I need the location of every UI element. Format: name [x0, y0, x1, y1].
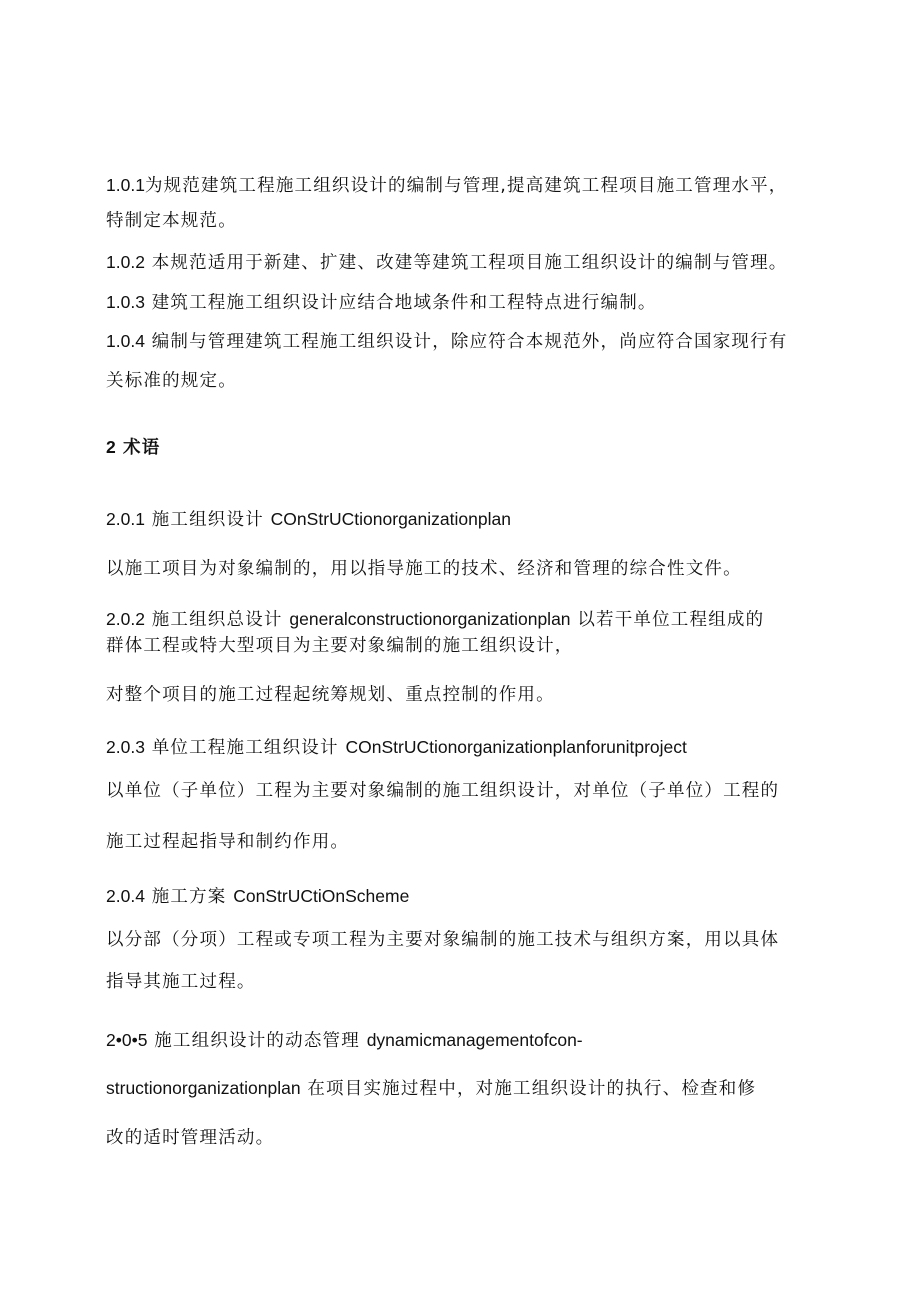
clause-1-0-1-line-1 — [106, 173, 788, 198]
term-2-0-2-heading — [106, 607, 764, 632]
clause-text: 为规范建筑工程施工组织设计的编制与管理,提高建筑工程项目施工管理水平， — [144, 176, 788, 196]
clause-number: 1.0.3 — [106, 292, 145, 312]
term-name: 单位工程施工组织设计 — [151, 738, 339, 758]
clause-number: 1.0.1 — [106, 175, 145, 195]
term-2-0-5-definition-line-2 — [106, 1126, 274, 1150]
chapter-heading — [106, 435, 160, 460]
term-2-0-1-heading — [106, 507, 511, 532]
clause-text: 建筑工程施工组织设计应结合地域条件和工程特点进行编制。 — [151, 293, 657, 313]
term-2-0-2-definition-line-2 — [106, 634, 574, 658]
term-english: COnStrUCtionorganizationplanforunitproject — [345, 737, 687, 757]
term-2-0-4-definition-line-1 — [106, 928, 779, 952]
term-number: 2.0.1 — [106, 509, 145, 529]
clause-1-0-3 — [106, 290, 657, 315]
chapter-number: 2 — [106, 437, 116, 457]
clause-number: 1.0.2 — [106, 252, 145, 272]
term-english: structionorganizationplan — [106, 1078, 301, 1098]
term-definition: 改的适时管理活动。 — [106, 1128, 275, 1148]
clause-1-0-4-line-1 — [106, 329, 788, 354]
clause-text: 特制定本规范。 — [106, 211, 237, 231]
term-2-0-4-heading — [106, 884, 409, 909]
clause-text: 编制与管理建筑工程施工组织设计，除应符合本规范外，尚应符合国家现行有 — [151, 332, 788, 352]
clause-text: 本规范适用于新建、扩建、改建等建筑工程项目施工组织设计的编制与管理。 — [151, 253, 788, 273]
clause-number: 1.0.4 — [106, 331, 145, 351]
term-definition: 以单位（子单位）工程为主要对象编制的施工组织设计，对单位（子单位）工程的 — [106, 781, 780, 801]
term-2-0-4-definition-line-2 — [106, 970, 256, 994]
term-definition: 群体工程或特大型项目为主要对象编制的施工组织设计， — [106, 636, 574, 656]
term-name: 施工组织设计的动态管理 — [154, 1031, 360, 1051]
term-2-0-3-definition-line-2 — [106, 830, 349, 854]
term-2-0-2-definition-line-3 — [106, 683, 555, 707]
term-2-0-1-definition — [106, 557, 742, 581]
clause-1-0-1-line-2 — [106, 209, 237, 233]
term-definition: 以施工项目为对象编制的，用以指导施工的技术、经济和管理的综合性文件。 — [106, 559, 742, 579]
term-definition: 以分部（分项）工程或专项工程为主要对象编制的施工技术与组织方案，用以具体 — [106, 930, 780, 950]
term-number: 2•0•5 — [106, 1030, 148, 1050]
clause-text: 关标准的规定。 — [106, 371, 237, 391]
term-definition: 以若干单位工程组成的 — [577, 610, 765, 630]
term-english: ConStrUCtiOnScheme — [233, 886, 410, 906]
term-definition: 在项目实施过程中，对施工组织设计的执行、检查和修 — [307, 1079, 757, 1099]
term-2-0-5-heading-continued — [106, 1076, 756, 1101]
term-2-0-5-heading — [106, 1028, 583, 1053]
term-english: generalconstructionorganizationplan — [289, 609, 571, 629]
term-2-0-3-heading — [106, 735, 687, 760]
term-english: COnStrUCtionorganizationplan — [270, 509, 511, 529]
clause-1-0-4-line-2 — [106, 369, 237, 393]
chapter-title: 术语 — [123, 438, 161, 458]
term-name: 施工组织总设计 — [151, 610, 283, 630]
term-definition: 施工过程起指导和制约作用。 — [106, 832, 350, 852]
term-name: 施工组织设计 — [151, 510, 264, 530]
term-number: 2.0.2 — [106, 609, 145, 629]
term-number: 2.0.4 — [106, 886, 145, 906]
clause-1-0-2 — [106, 250, 788, 275]
term-definition: 指导其施工过程。 — [106, 972, 256, 992]
term-2-0-3-definition-line-1 — [106, 779, 779, 803]
term-english: dynamicmanagementofcon- — [366, 1030, 583, 1050]
term-definition: 对整个项目的施工过程起统筹规划、重点控制的作用。 — [106, 685, 555, 705]
term-number: 2.0.3 — [106, 737, 145, 757]
term-name: 施工方案 — [151, 887, 227, 907]
